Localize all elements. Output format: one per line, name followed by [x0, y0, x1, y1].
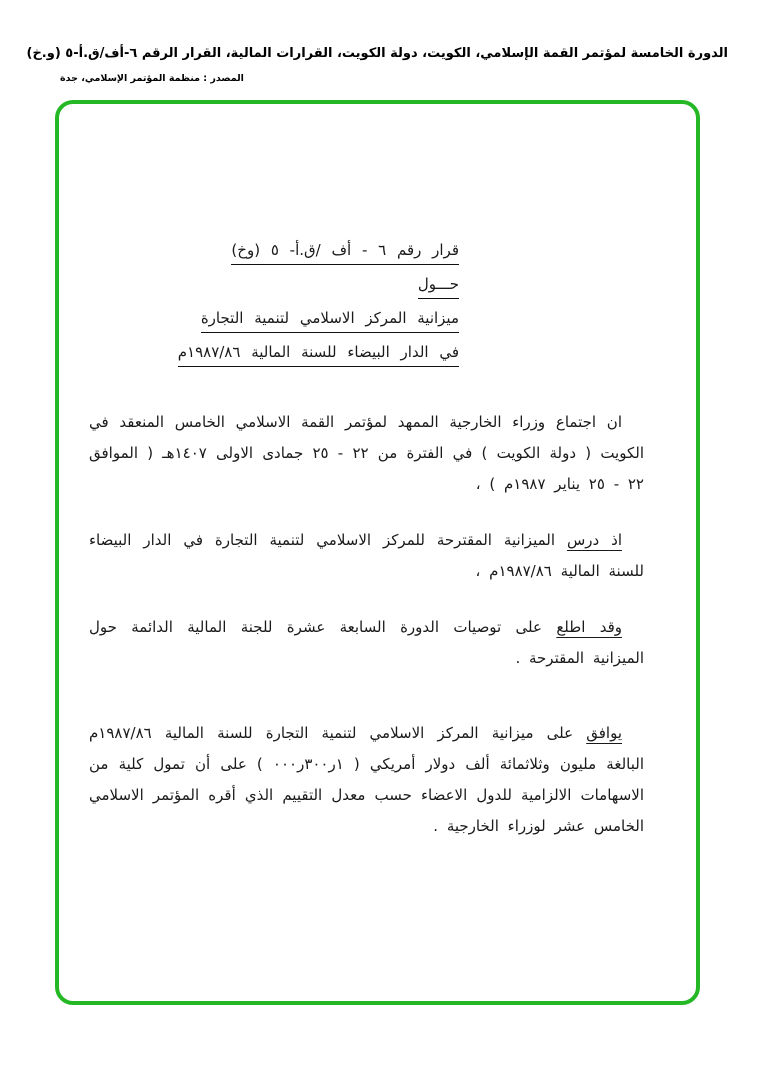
document-frame	[55, 100, 700, 1005]
paragraph-text: على ميزانية المركز الاسلامي لتنمية التجارة للسنة المالية ١٩٨٧/٨٦م البالغة مليون وثلاثمائة ألف دولار أمريكي ( ١ر٣٠٠ر٠٠٠ ) على أن تمول كلية من الاسهامات الالزامية للدول الاعضاء حسب معدل التقييم الذي أقره المؤتمر الاسلامي الخامس عشر لوزراء الخارجية .	[89, 724, 644, 835]
paragraph-lead: وقد اطلع	[556, 618, 622, 636]
paragraph-text: الميزانية المقترحة للمركز الاسلامي لتنمية التجارة في الدار البيضاء للسنة المالية ١٩٨٧/٨٦م ،	[89, 531, 644, 580]
resolution-subject-2: في الدار البيضاء للسنة المالية ١٩٨٧/٨٦م	[178, 342, 459, 367]
paragraph-text: ان اجتماع وزراء الخارجية الممهد لمؤتمر القمة الاسلامي الخامس المنعقد في الكويت ( دولة الكويت ) في الفترة من ٢٢ - ٢٥ جمادى الاولى ١٤٠٧هـ ( الموافق ٢٢ - ٢٥ يناير ١٩٨٧م ) ،	[89, 413, 645, 493]
paragraph-preamble	[89, 407, 644, 500]
document-header-title: الدورة الخامسة لمؤتمر القمة الإسلامي، الكويت، دولة الكويت، القرارات المالية، القرار الرقم ٦-أف/ق.أ-٥ (و.خ)	[26, 46, 728, 61]
paragraph-lead: يوافق	[586, 724, 622, 742]
resolution-subject-line-2	[89, 342, 459, 367]
resolution-title-block	[89, 240, 459, 367]
document-body	[59, 104, 696, 907]
source-line: المصدر : منظمة المؤتمر الإسلامي، جدة	[60, 73, 244, 84]
paragraph-text: على توصيات الدورة السابعة عشرة للجنة المالية الدائمة حول الميزانية المقترحة .	[89, 618, 644, 667]
paragraph-having-studied	[89, 525, 644, 587]
paragraph-having-reviewed	[89, 612, 644, 674]
resolution-subject: ميزانية المركز الاسلامي لتنمية التجارة	[201, 308, 459, 333]
resolution-about-line	[89, 274, 459, 299]
resolution-subject-line	[89, 308, 459, 333]
paragraph-approves	[89, 718, 644, 842]
resolution-number-line	[89, 240, 459, 265]
resolution-number: قرار رقم ٦ - أف /ق.أ- ٥ (وخ)	[231, 240, 459, 265]
paragraph-lead: اذ درس	[566, 531, 622, 549]
resolution-about: حـــول	[418, 274, 459, 299]
